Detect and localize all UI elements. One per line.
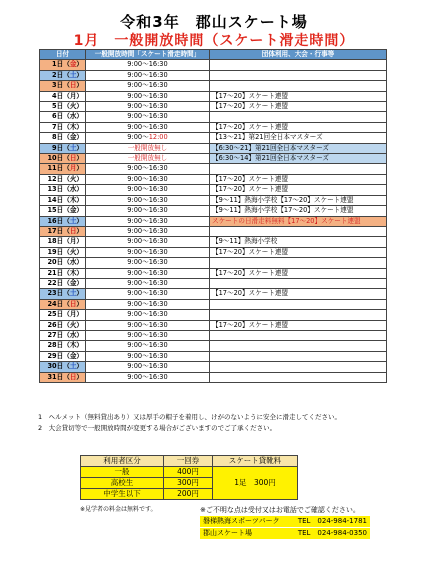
schedule-event bbox=[210, 258, 387, 268]
schedule-event: スケートの日滑走料無料【17～20】スケート連盟 bbox=[210, 216, 387, 226]
schedule-row bbox=[40, 299, 387, 309]
schedule-row bbox=[40, 122, 387, 132]
date-weekday: 日 bbox=[69, 154, 77, 163]
schedule-row bbox=[40, 320, 387, 330]
note-2: 2 大会貸切等で一般開放時間が変更する場合がございますのでご了承ください。 bbox=[38, 424, 277, 432]
date-weekday: 日 bbox=[69, 372, 77, 381]
schedule-date: 20日（水） bbox=[40, 258, 86, 268]
schedule-event bbox=[210, 351, 387, 361]
date-day: 20日 bbox=[47, 258, 64, 267]
schedule-date: 28日（木） bbox=[40, 341, 86, 351]
date-day: 12日 bbox=[47, 174, 64, 183]
date-day: 24日 bbox=[47, 299, 64, 308]
contact-row bbox=[200, 516, 370, 527]
fee-price: 400円 bbox=[164, 467, 213, 478]
schedule-row bbox=[40, 372, 387, 382]
schedule-date: 18日（月） bbox=[40, 237, 86, 247]
note-1: 1 ヘルメット（無料貸出あり）又は厚手の帽子を着用し、けがのないように安全に滑走してください。 bbox=[38, 413, 341, 421]
schedule-event bbox=[210, 164, 387, 174]
schedule-date: 22日（金） bbox=[40, 278, 86, 288]
schedule-date: 23日（土） bbox=[40, 289, 86, 299]
schedule-event bbox=[210, 112, 387, 122]
schedule-row bbox=[40, 351, 387, 361]
schedule-date: 29日（金） bbox=[40, 351, 86, 361]
schedule-time: 9:00～16:30 bbox=[86, 60, 210, 70]
schedule-row bbox=[40, 206, 387, 216]
date-weekday: 日 bbox=[69, 226, 77, 235]
date-weekday: 水 bbox=[69, 330, 77, 339]
fee-note: ※見学者の料金は無料です。 bbox=[80, 506, 157, 513]
date-weekday: 土 bbox=[69, 362, 77, 371]
date-day: 3日 bbox=[52, 81, 64, 90]
schedule-date: 2日（土） bbox=[40, 70, 86, 80]
date-weekday: 金 bbox=[69, 278, 77, 287]
date-weekday: 水 bbox=[69, 185, 77, 194]
date-day: 29日 bbox=[47, 351, 64, 360]
schedule-row bbox=[40, 258, 387, 268]
date-weekday: 土 bbox=[69, 70, 77, 79]
schedule-event bbox=[210, 81, 387, 91]
schedule-event bbox=[210, 341, 387, 351]
schedule-body bbox=[40, 60, 387, 383]
date-weekday: 木 bbox=[69, 268, 77, 277]
date-day: 23日 bbox=[47, 289, 64, 298]
date-day: 5日 bbox=[52, 102, 64, 111]
schedule-time: 9:00～16:30 bbox=[86, 278, 210, 288]
date-day: 4日 bbox=[52, 91, 64, 100]
date-weekday: 月 bbox=[69, 91, 77, 100]
schedule-time: 9:00～16:30 bbox=[86, 351, 210, 361]
date-weekday: 火 bbox=[69, 102, 77, 111]
fee-header-price: 一回券 bbox=[164, 456, 213, 467]
date-day: 21日 bbox=[47, 268, 64, 277]
schedule-row bbox=[40, 112, 387, 122]
schedule-event: 【17～20】スケート連盟 bbox=[210, 185, 387, 195]
schedule-time: 9:00～16:30 bbox=[86, 289, 210, 299]
contact-lead: ※ご不明な点は受付又はお電話でご確認ください。 bbox=[200, 506, 360, 514]
schedule-row bbox=[40, 185, 387, 195]
schedule-time: 9:00～16:30 bbox=[86, 237, 210, 247]
schedule-time: 9:00～16:30 bbox=[86, 226, 210, 236]
date-day: 17日 bbox=[47, 226, 64, 235]
contact-tel: TEL 024-984-1781 bbox=[297, 517, 367, 525]
schedule-row bbox=[40, 133, 387, 143]
date-day: 1日 bbox=[52, 60, 64, 69]
schedule-time: 9:00～16:30 bbox=[86, 70, 210, 80]
schedule-event bbox=[210, 278, 387, 288]
schedule-event: 【9～11】熱海小学校【17～20】スケート連盟 bbox=[210, 195, 387, 205]
schedule-time: 9:00～16:30 bbox=[86, 91, 210, 101]
schedule-row bbox=[40, 247, 387, 257]
schedule-event: 【17～20】スケート連盟 bbox=[210, 91, 387, 101]
date-day: 27日 bbox=[47, 330, 64, 339]
schedule-time: 9:00～16:30 bbox=[86, 362, 210, 372]
schedule-date: 3日（日） bbox=[40, 81, 86, 91]
schedule-row bbox=[40, 174, 387, 184]
schedule-date: 25日（月） bbox=[40, 310, 86, 320]
schedule-row bbox=[40, 268, 387, 278]
date-day: 31日 bbox=[47, 372, 64, 381]
date-weekday: 月 bbox=[69, 164, 77, 173]
schedule-event: 【13～21】第21回全日本マスターズ bbox=[210, 133, 387, 143]
date-day: 13日 bbox=[47, 185, 64, 194]
schedule-row bbox=[40, 60, 387, 70]
schedule-event: 【6:30～21】第21回全日本マスターズ bbox=[210, 143, 387, 153]
date-day: 8日 bbox=[52, 133, 64, 142]
notes bbox=[38, 412, 398, 434]
schedule-date: 5日（火） bbox=[40, 102, 86, 112]
date-day: 26日 bbox=[47, 320, 64, 329]
date-weekday: 金 bbox=[69, 133, 77, 142]
schedule-date: 1日（金） bbox=[40, 60, 86, 70]
schedule-row bbox=[40, 70, 387, 80]
schedule-event: 【17～20】スケート連盟 bbox=[210, 174, 387, 184]
page-subtitle: 1月 一般開放時間（スケート滑走時間） bbox=[73, 33, 355, 49]
header-time: 一般開放時間「スケート滑走時間」 bbox=[86, 50, 210, 60]
date-day: 14日 bbox=[47, 195, 64, 204]
schedule-time: 9:00～16:30 bbox=[86, 330, 210, 340]
schedule-row bbox=[40, 330, 387, 340]
schedule-date: 8日（金） bbox=[40, 133, 86, 143]
schedule-row bbox=[40, 362, 387, 372]
date-weekday: 月 bbox=[69, 310, 77, 319]
schedule-time: 9:00～16:30 bbox=[86, 299, 210, 309]
fee-header-rental: スケート貸靴料 bbox=[213, 456, 298, 467]
date-weekday: 火 bbox=[69, 247, 77, 256]
fee-category: 一般 bbox=[81, 467, 164, 478]
schedule-date: 10日（日） bbox=[40, 154, 86, 164]
date-weekday: 月 bbox=[69, 237, 77, 246]
schedule-row bbox=[40, 91, 387, 101]
schedule-date: 21日（木） bbox=[40, 268, 86, 278]
date-weekday: 火 bbox=[69, 320, 77, 329]
schedule-event bbox=[210, 226, 387, 236]
header-event: 団体利用、大会・行事等 bbox=[210, 50, 387, 60]
fee-category: 中学生以下 bbox=[81, 489, 164, 500]
schedule-date: 19日（火） bbox=[40, 247, 86, 257]
page-title: 令和3年 郡山スケート場 bbox=[120, 13, 308, 31]
schedule-row bbox=[40, 143, 387, 153]
schedule-date: 4日（月） bbox=[40, 91, 86, 101]
contact-name: 磐梯熱海スポーツパーク bbox=[203, 517, 280, 525]
date-weekday: 金 bbox=[69, 351, 77, 360]
schedule-date: 13日（水） bbox=[40, 185, 86, 195]
schedule-time: 9:00～16:30 bbox=[86, 195, 210, 205]
schedule-date: 15日（金） bbox=[40, 206, 86, 216]
schedule-date: 6日（水） bbox=[40, 112, 86, 122]
date-day: 2日 bbox=[52, 70, 64, 79]
date-weekday: 火 bbox=[69, 174, 77, 183]
fee-table bbox=[80, 455, 298, 500]
schedule-event bbox=[210, 299, 387, 309]
schedule-date: 9日（土） bbox=[40, 143, 86, 153]
date-weekday: 水 bbox=[69, 112, 77, 121]
date-weekday: 土 bbox=[69, 216, 77, 225]
fee-rental-value: 1足 300円 bbox=[213, 467, 298, 500]
date-day: 18日 bbox=[47, 237, 64, 246]
schedule-table bbox=[39, 49, 387, 383]
date-day: 19日 bbox=[47, 247, 64, 256]
schedule-event bbox=[210, 70, 387, 80]
schedule-event: 【9～11】熱海小学校【17～20】スケート連盟 bbox=[210, 206, 387, 216]
schedule-row bbox=[40, 237, 387, 247]
schedule-event: 【9～11】熱海小学校 bbox=[210, 237, 387, 247]
schedule-time: 9:00～16:30 bbox=[86, 320, 210, 330]
schedule-event bbox=[210, 372, 387, 382]
schedule-row bbox=[40, 278, 387, 288]
date-weekday: 土 bbox=[69, 289, 77, 298]
schedule-date: 30日（土） bbox=[40, 362, 86, 372]
date-day: 16日 bbox=[47, 216, 64, 225]
schedule-time: 一般開放無し bbox=[86, 143, 210, 153]
date-weekday: 水 bbox=[69, 258, 77, 267]
date-day: 9日 bbox=[52, 143, 64, 152]
schedule-time: 9:00～16:30 bbox=[86, 112, 210, 122]
date-weekday: 金 bbox=[69, 60, 77, 69]
contact-name: 郡山スケート場 bbox=[203, 529, 252, 537]
schedule-time: 9:00～16:30 bbox=[86, 341, 210, 351]
fee-category: 高校生 bbox=[81, 478, 164, 489]
schedule-event bbox=[210, 60, 387, 70]
schedule-row bbox=[40, 154, 387, 164]
date-day: 15日 bbox=[47, 206, 64, 215]
schedule-event: 【6:30～14】第21回全日本マスターズ bbox=[210, 154, 387, 164]
schedule-time: 9:00～16:30 bbox=[86, 268, 210, 278]
date-weekday: 日 bbox=[69, 299, 77, 308]
schedule-row bbox=[40, 102, 387, 112]
schedule-date: 31日（日） bbox=[40, 372, 86, 382]
schedule-row bbox=[40, 341, 387, 351]
schedule-time: 9:00～16:30 bbox=[86, 174, 210, 184]
date-day: 22日 bbox=[47, 278, 64, 287]
schedule-time: 9:00～16:30 bbox=[86, 102, 210, 112]
date-day: 7日 bbox=[52, 122, 64, 131]
schedule-date: 12日（火） bbox=[40, 174, 86, 184]
date-day: 10日 bbox=[47, 154, 64, 163]
date-day: 11日 bbox=[47, 164, 64, 173]
schedule-row bbox=[40, 164, 387, 174]
date-day: 28日 bbox=[47, 341, 64, 350]
schedule-time: 9:00～16:30 bbox=[86, 310, 210, 320]
fee-price: 200円 bbox=[164, 489, 213, 500]
schedule-time: 9:00～16:30 bbox=[86, 258, 210, 268]
schedule-row bbox=[40, 310, 387, 320]
schedule-time: 9:00～12:00 bbox=[86, 133, 210, 143]
date-weekday: 土 bbox=[69, 143, 77, 152]
schedule-date: 24日（日） bbox=[40, 299, 86, 309]
date-weekday: 木 bbox=[69, 122, 77, 131]
date-day: 25日 bbox=[47, 310, 64, 319]
schedule-time: 9:00～16:30 bbox=[86, 206, 210, 216]
schedule-event: 【17～20】スケート連盟 bbox=[210, 247, 387, 257]
schedule-row bbox=[40, 289, 387, 299]
schedule-event: 【17～20】スケート連盟 bbox=[210, 102, 387, 112]
schedule-date: 14日（木） bbox=[40, 195, 86, 205]
schedule-time: 9:00～16:30 bbox=[86, 164, 210, 174]
schedule-row bbox=[40, 195, 387, 205]
schedule-event bbox=[210, 330, 387, 340]
date-day: 6日 bbox=[52, 112, 64, 121]
schedule-event bbox=[210, 362, 387, 372]
date-weekday: 木 bbox=[69, 341, 77, 350]
schedule-time: 9:00～16:30 bbox=[86, 185, 210, 195]
schedule-date: 16日（土） bbox=[40, 216, 86, 226]
schedule-event: 【17～20】スケート連盟 bbox=[210, 268, 387, 278]
schedule-event: 【17～20】スケート連盟 bbox=[210, 122, 387, 132]
fee-header-category: 利用者区分 bbox=[81, 456, 164, 467]
schedule-row bbox=[40, 226, 387, 236]
schedule-time: 一般開放無し bbox=[86, 154, 210, 164]
schedule-date: 17日（日） bbox=[40, 226, 86, 236]
date-weekday: 木 bbox=[69, 195, 77, 204]
time-changed: 12:00 bbox=[148, 133, 168, 142]
schedule-time: 9:00～16:30 bbox=[86, 122, 210, 132]
schedule-time: 9:00～16:30 bbox=[86, 372, 210, 382]
date-weekday: 日 bbox=[69, 81, 77, 90]
schedule-event: 【17～20】スケート連盟 bbox=[210, 320, 387, 330]
schedule-event: 【17～20】スケート連盟 bbox=[210, 289, 387, 299]
schedule-date: 11日（月） bbox=[40, 164, 86, 174]
contact-row bbox=[200, 528, 370, 539]
schedule-event bbox=[210, 310, 387, 320]
schedule-date: 7日（木） bbox=[40, 122, 86, 132]
date-day: 30日 bbox=[47, 362, 64, 371]
header-date: 日付 bbox=[40, 50, 86, 60]
schedule-time: 9:00～16:30 bbox=[86, 81, 210, 91]
schedule-date: 27日（水） bbox=[40, 330, 86, 340]
fee-price: 300円 bbox=[164, 478, 213, 489]
contact-box bbox=[200, 505, 370, 539]
schedule-header-row bbox=[40, 50, 387, 60]
date-weekday: 金 bbox=[69, 206, 77, 215]
schedule-date: 26日（火） bbox=[40, 320, 86, 330]
schedule-time: 9:00～16:30 bbox=[86, 247, 210, 257]
schedule-time: 9:00～16:30 bbox=[86, 216, 210, 226]
schedule-row bbox=[40, 216, 387, 226]
contact-tel: TEL 024-984-0350 bbox=[297, 529, 367, 537]
schedule-row bbox=[40, 81, 387, 91]
